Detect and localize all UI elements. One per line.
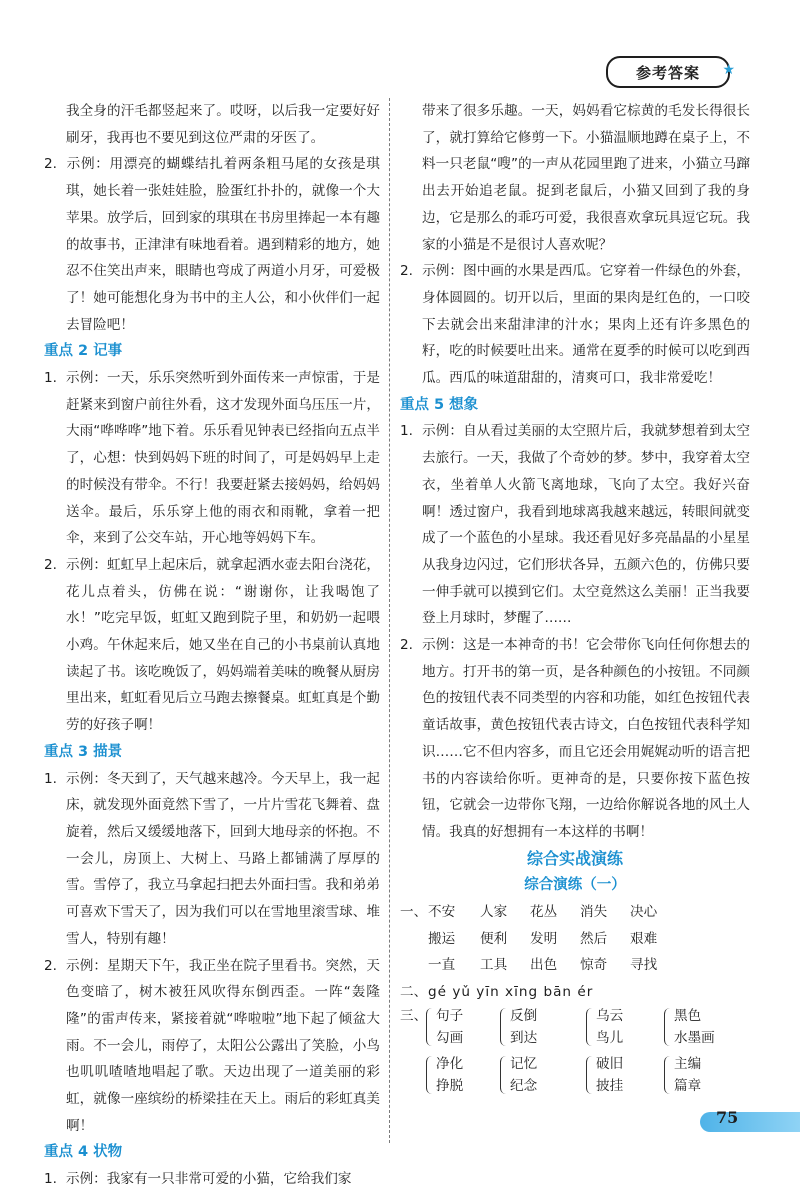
exercise-label: 一、 — [400, 904, 428, 921]
word-pair: 净化 挣脱 — [426, 1054, 496, 1098]
section-heading: 重点 4 状物 — [44, 1144, 123, 1161]
word-pair: 乌云 鸟儿 — [586, 1006, 656, 1050]
answer-key-label: 参考答案 — [635, 63, 700, 82]
answer-item: 2. 示例：星期天下午，我正坐在院子里看书。突然，天色变暗了，树木被狂风吹得东倒西歪。一阵“轰隆隆”的雷声传来，紧接着就“哗啦啦”地下起了倾盆大雨。不一会儿，雨停了，太阳公公露出了笑脸，小鸟也叽叽喳喳地唱起了歌。天边出现了一道美丽的彩虹，就像一座缤纷的桥梁挂在天上。雨后的彩虹真美啊！ — [44, 957, 380, 1134]
word: 工具 — [480, 957, 508, 974]
column-divider — [389, 98, 390, 1143]
word: 艰难 — [630, 930, 658, 947]
answer-item: 2. 示例：这是一本神奇的书！它会带你飞向任何你想去的地方。打开书的第一页，是各种颜色的小按钮。不同颜色的按钮代表不同类型的内容和功能，如红色按钮代表童话故事，黄色按钮代表古诗文，白色按钮代表科学知识……它不但内容多，而且它还会用娓娓动听的语言把书的内容读给你听。更神奇的是，只要你按下蓝色按钮，它就会一边带你飞翔，一边给你解说各地的风土人情。我真的好想拥有一本这样的书啊！ — [400, 637, 750, 840]
word-pair: 主编 篇章 — [664, 1054, 734, 1098]
word: 消失 — [580, 904, 608, 921]
answer-item: 1. 示例：冬天到了，天气越来越冷。今天早上，我一起床，就发现外面竟然下雪了，一片片雪花飞舞着、盘旋着，然后又缓缓地落下，回到大地母亲的怀抱。不一会儿，房顶上、大树上、马路上都铺满了厚厚的雪。雪停了，我立马拿起扫把去外面扫雪。我和弟弟可喜欢下雪天了，因为我们可以在雪地里滚雪球、堆雪人，特别有趣！ — [44, 770, 380, 947]
word-pair: 句子 勾画 — [426, 1006, 496, 1050]
word-pair: 记忆 纪念 — [500, 1054, 570, 1098]
exercise-one — [400, 899, 750, 979]
practice-subtitle: 综合演练（一） — [524, 877, 626, 894]
word: 搬运 — [428, 930, 456, 947]
continued-answer: 带来了很多乐趣。一天，妈妈看它棕黄的毛发长得很长了，就打算给它修剪一下。小猫温顺地蹲在桌子上，不料一只老鼠“嗖”的一声从花园里跑了进来，小猫立马蹿出去开始追老鼠。捉到老鼠后，小猫又回到了我的身边，它是那么的乖巧可爱，我很喜欢拿玩具逗它玩。我家的小猫是不是很讨人喜欢呢？ — [422, 103, 750, 253]
word: 不安 — [428, 904, 456, 921]
section-heading: 重点 2 记事 — [44, 343, 123, 360]
right-column — [400, 98, 750, 1098]
word: 出色 — [530, 957, 558, 974]
exercise-row — [400, 926, 750, 953]
word: 花丛 — [530, 904, 558, 921]
exercise-label: 二、 — [400, 984, 428, 1001]
answer-key-badge — [606, 56, 736, 88]
exercise-two — [400, 979, 750, 1006]
thumbs-up-icon: ★ — [722, 62, 736, 78]
continued-answer: 我全身的汗毛都竖起来了。哎呀，以后我一定要好好刷牙，我再也不要见到这位严肃的牙医了。 — [66, 103, 380, 146]
answer-item: 2. 示例：用漂亮的蝴蝶结扎着两条粗马尾的女孩是琪琪，她长着一张娃娃脸，脸蛋红扑扑的，就像一个大苹果。放学后，回到家的琪琪在书房里捧起一本有趣的故事书，正津津有味地看着。遇到精彩的地方，她忍不住笑出声来，眼睛也弯成了两道小月牙，可爱极了！她可能想化身为书中的主人公，和小伙伴们一起去冒险吧！ — [44, 156, 380, 333]
word: 寻找 — [630, 957, 658, 974]
word: 决心 — [630, 904, 658, 921]
practice-title: 综合实战演练 — [526, 848, 623, 868]
word: 人家 — [480, 904, 508, 921]
answer-item: 2. 示例：图中画的水果是西瓜。它穿着一件绿色的外套，身体圆圆的。切开以后，里面的果肉是红色的，一口咬下去就会出来甜津津的汁水；果肉上还有许多黑色的籽，吃的时候要吐出来。通常在夏季的时候可以吃到西瓜。西瓜的味道甜甜的，清爽可口，我非常爱吃！ — [400, 263, 750, 387]
answer-item: 2. 示例：虹虹早上起床后，就拿起洒水壶去阳台浇花，花儿点着头，仿佛在说：“谢谢你，让我喝饱了水！”吃完早饭，虹虹又跑到院子里，和奶奶一起喂小鸡。午休起来后，她又坐在自己的小书桌前认真地读起了书。该吃晚饭了，妈妈端着美味的晚餐从厨房里出来，虹虹看见后立马跑去擦餐桌。虹虹真是个勤劳的好孩子啊！ — [44, 556, 380, 734]
word: 然后 — [580, 930, 608, 947]
section-heading: 重点 3 描景 — [44, 743, 123, 760]
exercise-row — [400, 899, 750, 926]
word: 惊奇 — [580, 957, 608, 974]
page-number-tab — [700, 1112, 800, 1132]
word: 一直 — [428, 957, 456, 974]
exercise-three — [400, 1006, 750, 1098]
exercise-label: 三、 — [400, 1007, 428, 1024]
word-pair: 破旧 披挂 — [586, 1054, 656, 1098]
answer-item: 1. 示例：我家有一只非常可爱的小猫，它给我们家 — [44, 1171, 352, 1188]
answer-item: 1. 示例：一天，乐乐突然听到外面传来一声惊雷，于是赶紧来到窗户前往外看，这才发现外面乌压压一片，大雨“哗哗哗”地下着。乐乐看见钟表已经指向五点半了，心想：快到妈妈下班的时间了，可是妈妈早上走的时候没有带伞。不行！我要赶紧去接妈妈，给妈妈送伞。最后，乐乐穿上他的雨衣和雨靴，拿着一把伞，来到了公交车站，开心地等妈妈下车。 — [44, 370, 380, 547]
word: 便利 — [480, 930, 508, 947]
pinyin-answer: gé yǔ yīn xīng bān ér — [428, 984, 594, 1001]
exercise-row — [400, 952, 750, 979]
answer-item: 1. 示例：自从看过美丽的太空照片后，我就梦想着到太空去旅行。一天，我做了个奇妙的梦。梦中，我穿着太空衣，坐着单人火箭飞离地球，飞向了太空。我好兴奋啊！透过窗户，我看到地球离我越来越远，转眼间就变成了一个蓝色的小星球。我还看见好多亮晶晶的小星星从我身边闪过，它们形状各异，五颜六色的，仿佛只要一伸手就可以摸到它们。太空竟然这么美丽！正当我要登上月球时，梦醒了…… — [400, 423, 750, 627]
word: 发明 — [530, 930, 558, 947]
word-pair: 黑色 水墨画 — [664, 1006, 734, 1050]
left-column — [44, 98, 380, 1193]
page-number: 75 — [716, 1108, 739, 1127]
word-pair: 反倒 到达 — [500, 1006, 570, 1050]
section-heading: 重点 5 想象 — [400, 396, 479, 413]
